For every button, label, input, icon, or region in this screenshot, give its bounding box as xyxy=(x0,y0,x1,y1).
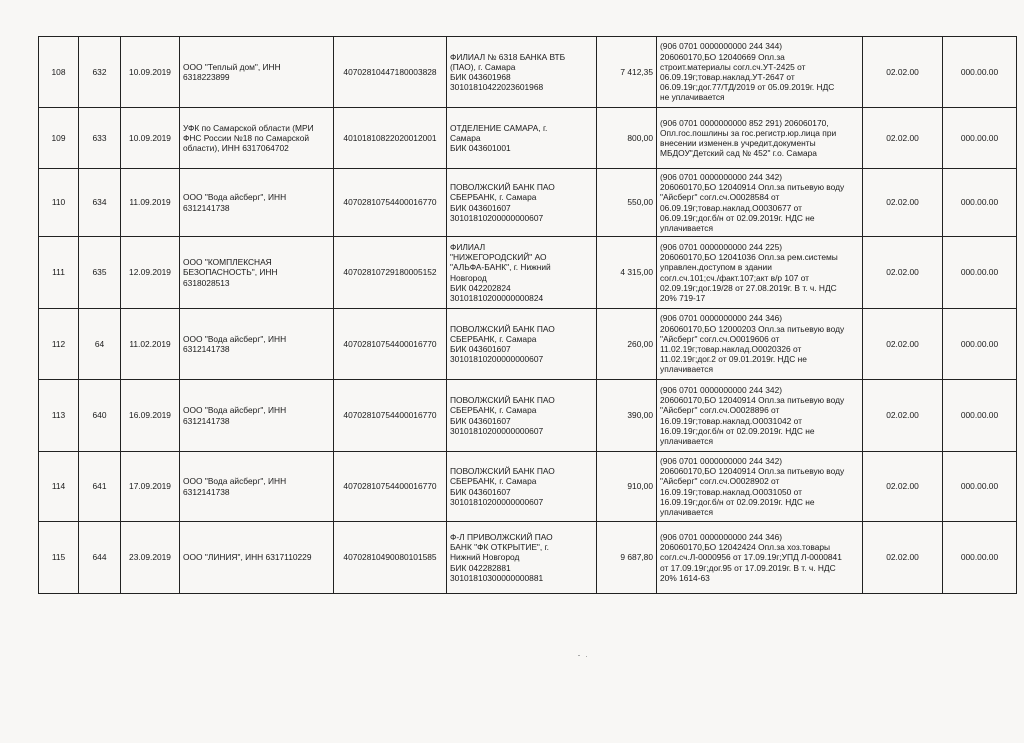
payee-account: 40702810447180003828 xyxy=(334,37,447,108)
row-number: 109 xyxy=(39,108,79,169)
payee-account: 40101810822020012001 xyxy=(334,108,447,169)
document-number: 634 xyxy=(79,169,121,237)
payment-amount: 7 412,35 xyxy=(597,37,657,108)
payment-date: 16.09.2019 xyxy=(121,380,180,452)
payee-name: ООО "Вода айсберг", ИНН 6312141738 xyxy=(180,452,334,522)
payee-bank: ПОВОЛЖСКИЙ БАНК ПАО СБЕРБАНК, г. Самара БИК 043601607 30101810200000000607 xyxy=(447,309,597,380)
payment-amount: 9 687,80 xyxy=(597,522,657,594)
classification-code: 02.02.00 xyxy=(863,108,943,169)
scan-mark xyxy=(578,655,580,656)
payment-amount: 4 315,00 xyxy=(597,237,657,309)
payee-account: 40702810754400016770 xyxy=(334,380,447,452)
payment-purpose: (906 0701 0000000000 244 342) 206060170,БО 12040914 Опл.за питьевую воду "Айсберг" согл.сч.О0028902 от 16.09.19г;товар.наклад.О0031050 от 16.09.19г;дог.б/н от 02.09.2019г. НДС не уплачивается xyxy=(657,452,863,522)
payment-date: 12.09.2019 xyxy=(121,237,180,309)
payment-date: 23.09.2019 xyxy=(121,522,180,594)
sum-code: 000.00.00 xyxy=(943,108,1017,169)
payee-bank: ПОВОЛЖСКИЙ БАНК ПАО СБЕРБАНК, г. Самара БИК 043601607 30101810200000000607 xyxy=(447,380,597,452)
sum-code: 000.00.00 xyxy=(943,237,1017,309)
table-row xyxy=(39,522,1017,594)
row-number: 112 xyxy=(39,309,79,380)
classification-code: 02.02.00 xyxy=(863,237,943,309)
row-number: 115 xyxy=(39,522,79,594)
sum-code: 000.00.00 xyxy=(943,169,1017,237)
payment-amount: 260,00 xyxy=(597,309,657,380)
table-row xyxy=(39,380,1017,452)
sum-code: 000.00.00 xyxy=(943,309,1017,380)
payee-account: 40702810490080101585 xyxy=(334,522,447,594)
document-number: 640 xyxy=(79,380,121,452)
payee-account: 40702810754400016770 xyxy=(334,169,447,237)
table-row xyxy=(39,37,1017,108)
payment-purpose: (906 0701 0000000000 244 225) 206060170,БО 12041036 Опл.за рем.системы управлен.доступом в здании согл.сч.101;сч./факт.107;акт в/р 107 от 02.09.19г;дог.19/28 от 27.08.2019г. В т. ч. НДС 20% 719-17 xyxy=(657,237,863,309)
row-number: 114 xyxy=(39,452,79,522)
document-number: 632 xyxy=(79,37,121,108)
sum-code: 000.00.00 xyxy=(943,522,1017,594)
scan-mark xyxy=(586,656,587,657)
payee-name: ООО "Вода айсберг", ИНН 6312141738 xyxy=(180,169,334,237)
payee-bank: ПОВОЛЖСКИЙ БАНК ПАО СБЕРБАНК, г. Самара БИК 043601607 30101810200000000607 xyxy=(447,169,597,237)
payee-bank: ПОВОЛЖСКИЙ БАНК ПАО СБЕРБАНК, г. Самара БИК 043601607 30101810200000000607 xyxy=(447,452,597,522)
document-number: 633 xyxy=(79,108,121,169)
payment-date: 11.02.2019 xyxy=(121,309,180,380)
sum-code: 000.00.00 xyxy=(943,37,1017,108)
payee-name: ООО "КОМПЛЕКСНАЯ БЕЗОПАСНОСТЬ", ИНН 6318028513 xyxy=(180,237,334,309)
classification-code: 02.02.00 xyxy=(863,37,943,108)
document-number: 644 xyxy=(79,522,121,594)
payment-purpose: (906 0701 0000000000 244 344) 206060170,БО 12040669 Опл.за строит.материалы согл.сч.УТ-2425 от 06.09.19г;товар.наклад.УТ-2647 от 06.09.19г;дог.77/ТД/2019 от 05.09.2019г. НДС не уплачивается xyxy=(657,37,863,108)
row-number: 108 xyxy=(39,37,79,108)
payee-bank: ФИЛИАЛ "НИЖЕГОРОДСКИЙ" АО "АЛЬФА-БАНК", г. Нижний Новгород БИК 042202824 30101810200000000824 xyxy=(447,237,597,309)
payee-name: ООО "ЛИНИЯ", ИНН 6317110229 xyxy=(180,522,334,594)
payee-bank: Ф-Л ПРИВОЛЖСКИЙ ПАО БАНК "ФК ОТКРЫТИЕ", г. Нижний Новгород БИК 042282881 30101810300000000881 xyxy=(447,522,597,594)
payment-register-table xyxy=(38,36,1017,594)
payment-purpose: (906 0701 0000000000 244 346) 206060170,БО 12042424 Опл.за хоз.товары согл.сч.Л-0000956 от 17.09.19г;УПД Л-0000841 от 17.09.19г;дог.95 от 17.09.2019г. В т. ч. НДС 20% 1614-63 xyxy=(657,522,863,594)
payee-bank: ОТДЕЛЕНИЕ САМАРА, г. Самара БИК 043601001 xyxy=(447,108,597,169)
payment-amount: 550,00 xyxy=(597,169,657,237)
table-row xyxy=(39,452,1017,522)
payee-bank: ФИЛИАЛ № 6318 БАНКА ВТБ (ПАО), г. Самара БИК 043601968 30101810422023601968 xyxy=(447,37,597,108)
sum-code: 000.00.00 xyxy=(943,380,1017,452)
payee-name: УФК по Самарской области (МРИ ФНС России №18 по Самарской области), ИНН 6317064702 xyxy=(180,108,334,169)
payment-amount: 910,00 xyxy=(597,452,657,522)
payee-account: 40702810754400016770 xyxy=(334,309,447,380)
payee-name: ООО "Вода айсберг", ИНН 6312141738 xyxy=(180,309,334,380)
payment-date: 10.09.2019 xyxy=(121,37,180,108)
payee-name: ООО "Теплый дом", ИНН 6318223899 xyxy=(180,37,334,108)
classification-code: 02.02.00 xyxy=(863,452,943,522)
table-row xyxy=(39,108,1017,169)
payment-purpose: (906 0701 0000000000 852 291) 206060170, Опл.гос.пошлины за гос.регистр.юр.лица при внесении изменен.в учредит.документы МБДОУ"Детский сад № 452" г.о. Самара xyxy=(657,108,863,169)
classification-code: 02.02.00 xyxy=(863,522,943,594)
document-number: 635 xyxy=(79,237,121,309)
payment-date: 17.09.2019 xyxy=(121,452,180,522)
payee-name: ООО "Вода айсберг", ИНН 6312141738 xyxy=(180,380,334,452)
document-number: 64 xyxy=(79,309,121,380)
classification-code: 02.02.00 xyxy=(863,309,943,380)
document-number: 641 xyxy=(79,452,121,522)
row-number: 113 xyxy=(39,380,79,452)
table-row xyxy=(39,237,1017,309)
payee-account: 40702810754400016770 xyxy=(334,452,447,522)
table-row xyxy=(39,309,1017,380)
classification-code: 02.02.00 xyxy=(863,380,943,452)
payment-amount: 800,00 xyxy=(597,108,657,169)
payment-date: 10.09.2019 xyxy=(121,108,180,169)
payee-account: 40702810729180005152 xyxy=(334,237,447,309)
payment-purpose: (906 0701 0000000000 244 342) 206060170,БО 12040914 Опл.за питьевую воду "Айсберг" согл.сч.О0028584 от 06.09.19г;товар.наклад.О0030677 от 06.09.19г;дог.б/н от 02.09.2019г. НДС не уплачивается xyxy=(657,169,863,237)
row-number: 111 xyxy=(39,237,79,309)
classification-code: 02.02.00 xyxy=(863,169,943,237)
table-row xyxy=(39,169,1017,237)
payment-date: 11.09.2019 xyxy=(121,169,180,237)
payment-amount: 390,00 xyxy=(597,380,657,452)
sum-code: 000.00.00 xyxy=(943,452,1017,522)
row-number: 110 xyxy=(39,169,79,237)
payment-purpose: (906 0701 0000000000 244 346) 206060170,БО 12000203 Опл.за питьевую воду "Айсберг" согл.сч.О0019606 от 11.02.19г;товар.наклад.О0020326 от 11.02.19г;дог.2 от 09.01.2019г. НДС не уплачивается xyxy=(657,309,863,380)
payment-purpose: (906 0701 0000000000 244 342) 206060170,БО 12040914 Опл.за питьевую воду "Айсберг" согл.сч.О0028896 от 16.09.19г;товар.наклад.О0031042 от 16.09.19г;дог.б/н от 02.09.2019г. НДС не уплачивается xyxy=(657,380,863,452)
